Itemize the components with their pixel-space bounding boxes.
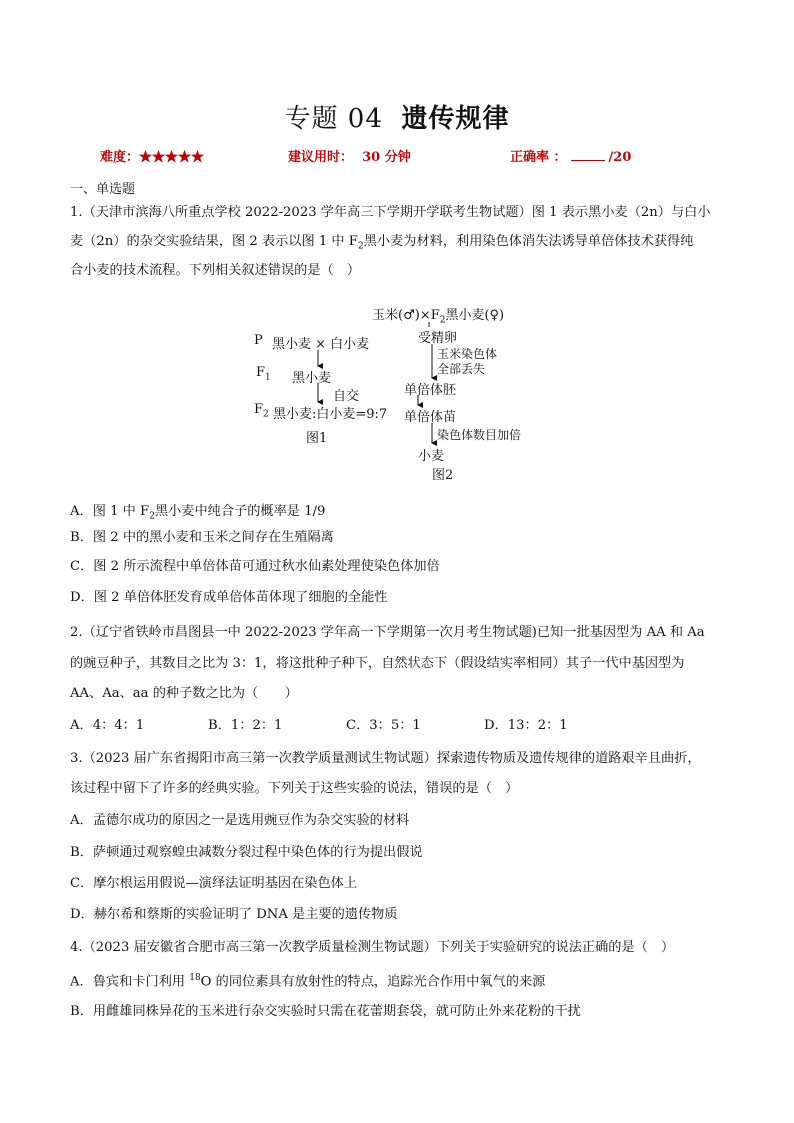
q1-line-2-sub: 2 xyxy=(357,241,364,252)
q4-option-b[interactable]: B．用雌雄同株异花的玉米进行杂交实验时只需在花蕾期套袋，就可防止外来花粉的干扰 xyxy=(70,1004,581,1019)
q4-line-1: 4.（2023 届安徽省合肥市高三第一次教学质量检测生物试题）下列关于实验研究的说法正确的是（ ） xyxy=(70,940,675,955)
fig2-step1-b: 全部丢失 xyxy=(437,362,486,376)
q3-option-b[interactable]: B．萨顿通过观察蝗虫减数分裂过程中染色体的行为提出假说 xyxy=(70,845,423,860)
title-main: 遗传规律 xyxy=(401,104,510,134)
difficulty-label: 难度： xyxy=(100,150,140,165)
q3-option-a[interactable]: A．孟德尔成功的原因之一是选用豌豆作为杂交实验的材料 xyxy=(70,813,410,828)
q2-option-d[interactable]: D．13：2：1 xyxy=(484,718,568,733)
fig2-haploid-seedling: 单倍体苗 xyxy=(404,410,457,425)
q1-option-d[interactable]: D．图 2 单倍体胚发育成单倍体苗体现了细胞的全能性 xyxy=(70,590,388,605)
fig1-f2-value: 黑小麦:白小麦=9:7 xyxy=(273,407,388,422)
q1-option-c[interactable]: C．图 2 所示流程中单倍体苗可通过秋水仙素处理使染色体加倍 xyxy=(70,559,440,574)
fig1-f1-label: $F_1$ xyxy=(256,365,271,383)
fig1-caption: 图1 xyxy=(306,431,328,446)
q3-line-2: 该过程中留下了许多的经典实验。下列关于这些实验的说法，错误的是（ ） xyxy=(70,781,519,796)
fig2-step1-a: 玉米染色体 xyxy=(437,347,498,361)
time-value: 30 分钟 xyxy=(362,150,411,165)
fig1-p-label: P xyxy=(254,333,263,348)
q3-option-c[interactable]: C．摩尔根运用假说—演绎法证明基因在染色体上 xyxy=(70,876,358,891)
fig2-zygote: 受精卵 xyxy=(418,331,458,346)
fig2-step3: 染色体数目加倍 xyxy=(437,428,522,442)
q1-line-2a: 麦（2n）的杂交实验结果，图 2 表示以图 1 中 F xyxy=(70,234,358,249)
fig1-p-cross: 黑小麦 × 白小麦 xyxy=(272,337,370,352)
figure-arrows xyxy=(0,0,794,500)
q3-line-1: 3.（2023 届广东省揭阳市高三第一次教学质量测试生物试题）探索遗传物质及遗传规律的道路艰辛且曲折， xyxy=(70,751,701,766)
q2-line-2: 的豌豆种子，其数目之比为 3：1，将这批种子种下，自然状态下（假设结实率相同）其子一代中基因型为 xyxy=(70,656,685,671)
fig1-selfing-label: 自交 xyxy=(333,389,360,404)
q1-line-2b: 黑小麦为材料，利用染色体消失法诱导单倍体技术获得纯 xyxy=(363,234,694,249)
q2-line-3: AA、Aa、aa 的种子数之比为（ ） xyxy=(70,686,298,701)
q1-option-b[interactable]: B．图 2 中的黑小麦和玉米之间存在生殖隔离 xyxy=(70,530,334,545)
q4-option-a[interactable]: A．鲁宾和卡门利用 $^{18}$O 的同位素具有放射性的特点，追踪光合作用中氧气的来源 xyxy=(70,973,546,990)
q2-option-b[interactable]: B．1：2：1 xyxy=(208,718,283,733)
fig2-haploid-embryo: 单倍体胚 xyxy=(404,383,457,398)
accuracy-total: /20 xyxy=(608,150,632,165)
fig2-caption: 图2 xyxy=(432,468,454,483)
q1-line-1: 1.（天津市滨海八所重点学校 2022-2023 学年高三下学期开学联考生物试题）图 1 表示黑小麦（2n）与白小 xyxy=(70,205,711,220)
time-label: 建议用时： xyxy=(288,150,354,165)
q2-option-a[interactable]: A．4：4：1 xyxy=(70,718,145,733)
accuracy-label: 正确率 ： xyxy=(510,150,567,165)
title-prefix: 专题 04 xyxy=(284,104,383,134)
q1-line-3: 合小麦的技术流程。下列相关叙述错误的是（ ） xyxy=(70,263,361,278)
q3-option-d[interactable]: D．赫尔希和蔡斯的实验证明了 DNA 是主要的遗传物质 xyxy=(70,907,398,922)
q2-option-c[interactable]: C．3：5：1 xyxy=(346,718,421,733)
difficulty-stars: ★★★★★ xyxy=(139,150,205,165)
fig2-cross: 玉米$(♂)\times F_2$黑小麦(♀) xyxy=(372,308,505,326)
fig1-f1-value: 黑小麦 xyxy=(292,371,332,386)
fig1-f2-label: $F_2$ xyxy=(254,402,269,420)
q1-option-a[interactable]: A．图 1 中 $F_2$黑小麦中纯合子的概率是 1/9 xyxy=(70,504,326,522)
q2-line-1: 2.（辽宁省铁岭市昌图县一中 2022-2023 学年高一下学期第一次月考生物试题)已知一批基因型为 AA 和 Aa xyxy=(70,625,705,640)
fig2-wheat: 小麦 xyxy=(418,449,445,464)
section-heading: 一、单选题 xyxy=(70,182,136,197)
